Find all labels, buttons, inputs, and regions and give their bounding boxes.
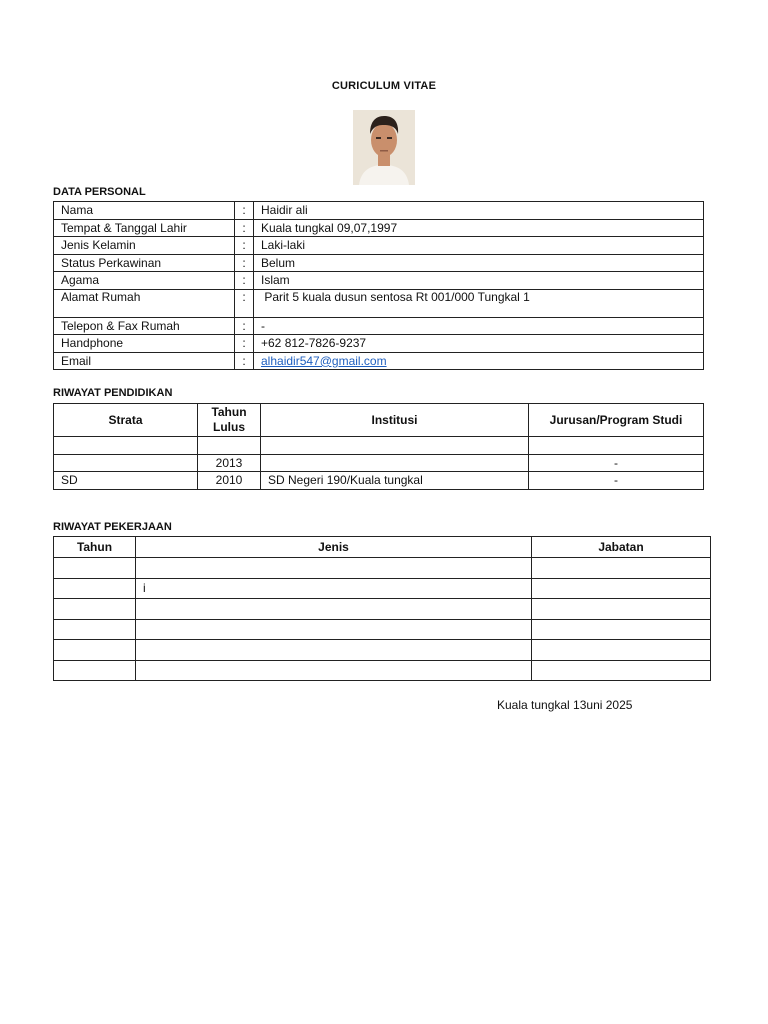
field-label: Jenis Kelamin [54, 237, 235, 255]
column-header-jenis: Jenis [136, 537, 532, 558]
table-row [54, 437, 704, 455]
field-value: - [254, 317, 704, 335]
education-section-heading: RIWAYAT PENDIDIKAN [53, 387, 173, 399]
table-cell [54, 437, 198, 455]
table-row [54, 558, 711, 579]
table-row [54, 335, 704, 353]
field-colon: : [235, 202, 254, 220]
field-value: Parit 5 kuala dusun sentosa Rt 001/000 Tungkal 1 [254, 289, 704, 317]
table-cell [136, 619, 532, 640]
table-cell [54, 640, 136, 661]
profile-photo [353, 110, 415, 185]
column-header-institusi: Institusi [261, 404, 529, 437]
field-label: Agama [54, 272, 235, 290]
field-label: Email [54, 352, 235, 370]
field-colon: : [235, 335, 254, 353]
table-header-row [54, 404, 704, 437]
table-cell [54, 558, 136, 579]
table-cell: i [136, 578, 532, 599]
table-cell [532, 660, 711, 681]
table-cell [529, 437, 704, 455]
field-label: Telepon & Fax Rumah [54, 317, 235, 335]
column-header-tahun: Tahun [54, 537, 136, 558]
field-value: Belum [254, 254, 704, 272]
table-cell [136, 660, 532, 681]
document-title: CURICULUM VITAE [331, 80, 437, 92]
table-row [54, 578, 711, 599]
field-value: Haidir ali [254, 202, 704, 220]
table-row [54, 454, 704, 472]
field-colon: : [235, 289, 254, 317]
table-row [54, 619, 711, 640]
table-cell [198, 437, 261, 455]
table-row [54, 317, 704, 335]
table-cell: SD [54, 472, 198, 490]
email-cell [254, 352, 704, 370]
table-cell [532, 599, 711, 620]
field-label: Nama [54, 202, 235, 220]
table-row [54, 237, 704, 255]
table-row [54, 289, 704, 317]
table-cell [136, 599, 532, 620]
table-cell: - [529, 472, 704, 490]
field-value: Kuala tungkal 09,07,1997 [254, 219, 704, 237]
field-colon: : [235, 219, 254, 237]
table-cell [532, 558, 711, 579]
table-cell [54, 578, 136, 599]
table-cell [532, 619, 711, 640]
work-history-table [53, 536, 711, 681]
table-cell [136, 558, 532, 579]
table-row [54, 272, 704, 290]
table-cell: - [529, 454, 704, 472]
personal-section-heading: DATA PERSONAL [53, 186, 146, 198]
table-row [54, 660, 711, 681]
table-cell [261, 437, 529, 455]
field-label: Tempat & Tanggal Lahir [54, 219, 235, 237]
table-row [54, 599, 711, 620]
table-cell [54, 599, 136, 620]
table-row [54, 254, 704, 272]
table-row [54, 472, 704, 490]
field-colon: : [235, 237, 254, 255]
table-header-row [54, 537, 711, 558]
field-label: Alamat Rumah [54, 289, 235, 317]
table-cell [532, 640, 711, 661]
table-row [54, 640, 711, 661]
field-value: Laki-laki [254, 237, 704, 255]
table-cell [136, 640, 532, 661]
column-header-jurusan: Jurusan/Program Studi [529, 404, 704, 437]
table-cell [54, 454, 198, 472]
column-header-strata: Strata [54, 404, 198, 437]
table-row [54, 202, 704, 220]
education-table [53, 403, 704, 490]
table-cell [532, 578, 711, 599]
field-colon: : [235, 272, 254, 290]
work-section-heading: RIWAYAT PEKERJAAN [53, 521, 172, 533]
portrait-photo-icon [353, 110, 415, 185]
table-cell: 2013 [198, 454, 261, 472]
table-cell [54, 619, 136, 640]
table-row [54, 219, 704, 237]
field-colon: : [235, 352, 254, 370]
place-date-signature: Kuala tungkal 13uni 2025 [497, 698, 633, 712]
field-label: Handphone [54, 335, 235, 353]
table-cell [54, 660, 136, 681]
field-colon: : [235, 317, 254, 335]
column-header-jabatan: Jabatan [532, 537, 711, 558]
table-cell: SD Negeri 190/Kuala tungkal [261, 472, 529, 490]
field-label: Status Perkawinan [54, 254, 235, 272]
field-colon: : [235, 254, 254, 272]
table-cell: 2010 [198, 472, 261, 490]
table-cell [261, 454, 529, 472]
personal-data-table [53, 201, 704, 370]
column-header-tahun-lulus: Tahun Lulus [198, 404, 261, 437]
email-link[interactable]: alhaidir547@gmail.com [261, 353, 387, 368]
field-value: +62 812-7826-9237 [254, 335, 704, 353]
field-value: Islam [254, 272, 704, 290]
table-row [54, 352, 704, 370]
